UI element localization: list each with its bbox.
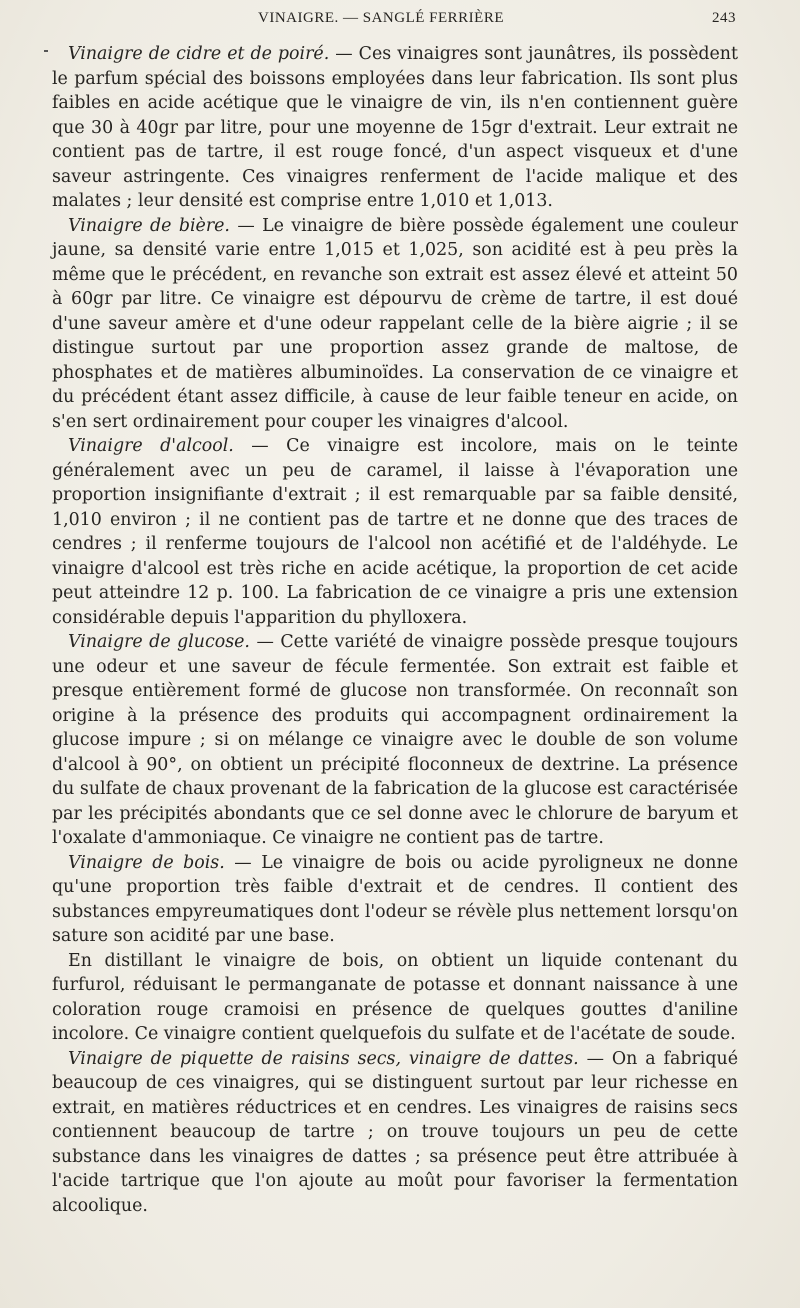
section-title: Vinaigre de bois. (68, 852, 225, 873)
paragraph-text: — Le vinaigre de bière possède également une couleur jaune, sa densité varie entre 1,015 et 1,025, son acidité est à peu près la même que le précédent, en revanche son extrait est assez élevé et atteint 50 à 60gr par litre. Ce vinaigre est dépourvu de crème de tartre, il est doué d'une saveur amère et d'une odeur rappelant celle de la bière aigrie ; il se distingue surtout par une proportion assez grande de maltose, de phosphates et de matières albuminoïdes. La conservation de ce vinaigre et du précédent étant assez difficile, à cause de leur faible teneur en acide, on s'en sert ordinairement pour couper les vinaigres d'alcool. (52, 215, 738, 432)
section-title: Vinaigre d'alcool. (68, 436, 234, 456)
paragraph-text: — Ces vinaigres sont jaunâtres, ils possèdent le parfum spécial des boissons employées dans leur fabrication. Ils sont plus faibles en acide acétique que le vinaigre de vin, ils n'en contiennent guère que 30 à 40gr par litre, pour une moyenne de 15gr d'extrait. Leur extrait ne contient pas de tartre, il est rouge foncé, d'un aspect visqueux et d'une saveur astringente. Ces vinaigres renferment de l'acide malique et des malates ; leur densité est comprise entre 1,010 et 1,013. (52, 44, 738, 211)
section-title: Vinaigre de cidre et de poiré. (68, 44, 330, 64)
paragraph-text: — Cette variété de vinaigre possède presque toujours une odeur et une saveur de fécule fermentée. Son extrait est faible et presque entièrement formé de glucose non transformée. On reconnaît son origine à la présence des produits qui accompagnent ordinairement la glucose impure ; si on mélange ce vinaigre avec le double de son volume d'alcool à 90°, on obtient un précipité floconneux de dextrine. La présence du sulfate de chaux provenant de la fabrication de la glucose est caractérisée par les précipités abondants que ce sel donne avec le chlorure de baryum et l'oxalate d'ammoniaque. Ce vinaigre ne contient pas de tartre. (52, 632, 738, 848)
paragraph-cidre (52, 42, 738, 214)
page-header (52, 10, 736, 36)
paragraph-text: — Le vinaigre de bois ou acide pyroligneux ne donne qu'une proportion très faible d'extrait et de cendres. Il contient des substances empyreumatiques dont l'odeur se révèle plus nettement lorsqu'on sature son acidité par une base. (52, 852, 739, 946)
section-title: Vinaigre de glucose. (68, 632, 250, 652)
paragraph-biere (52, 214, 738, 435)
section-title: Vinaigre de bière. (68, 215, 230, 236)
margin-mark (44, 50, 48, 52)
running-head: VINAIGRE. — SANGLÉ FERRIÈRE (258, 10, 504, 26)
page-number: 243 (712, 10, 736, 26)
paragraph-piquette (52, 1047, 738, 1219)
paragraph-alcool (52, 434, 738, 630)
paragraph-text: — Ce vinaigre est incolore, mais on le teinte généralement avec un peu de caramel, il laisse à l'évaporation une proportion insignifiante d'extrait ; il est remarquable par sa faible densité, 1,010 environ ; il ne contient pas de tartre et ne donne que des traces de cendres ; il renferme toujours de l'alcool non acétifié et de l'aldéhyde. Le vinaigre d'alcool est très riche en acide acétique, la proportion de cet acide peut atteindre 12 p. 100. La fabrication de ce vinaigre a pris une extension considérable depuis l'apparition du phylloxera. (52, 436, 739, 628)
body-text (52, 42, 738, 1218)
section-title: Vinaigre de piquette de raisins secs, vinaigre de dattes. (68, 1048, 579, 1069)
paragraph-text: — On a fabriqué beaucoup de ces vinaigres, qui se distinguent surtout par leur richesse en extrait, en matières réductrices et en cendres. Les vinaigres de raisins secs contiennent beaucoup de tartre ; on trouve toujours un peu de cette substance dans les vinaigres de dattes ; sa présence peut être attribuée à l'acide tartrique que l'on ajoute au moût pour favoriser la fermentation alcoolique. (52, 1048, 738, 1216)
paragraph-glucose (52, 630, 738, 851)
paragraph-text: En distillant le vinaigre de bois, on obtient un liquide contenant du furfurol, réduisant le permanganate de potasse et donnant naissance à une coloration rouge cramoisi en présence de quelques gouttes d'aniline incolore. Ce vinaigre contient quelquefois du sulfate et de l'acétate de soude. (52, 950, 738, 1044)
paragraph-bois (52, 851, 738, 949)
paragraph-distillation (52, 949, 738, 1047)
